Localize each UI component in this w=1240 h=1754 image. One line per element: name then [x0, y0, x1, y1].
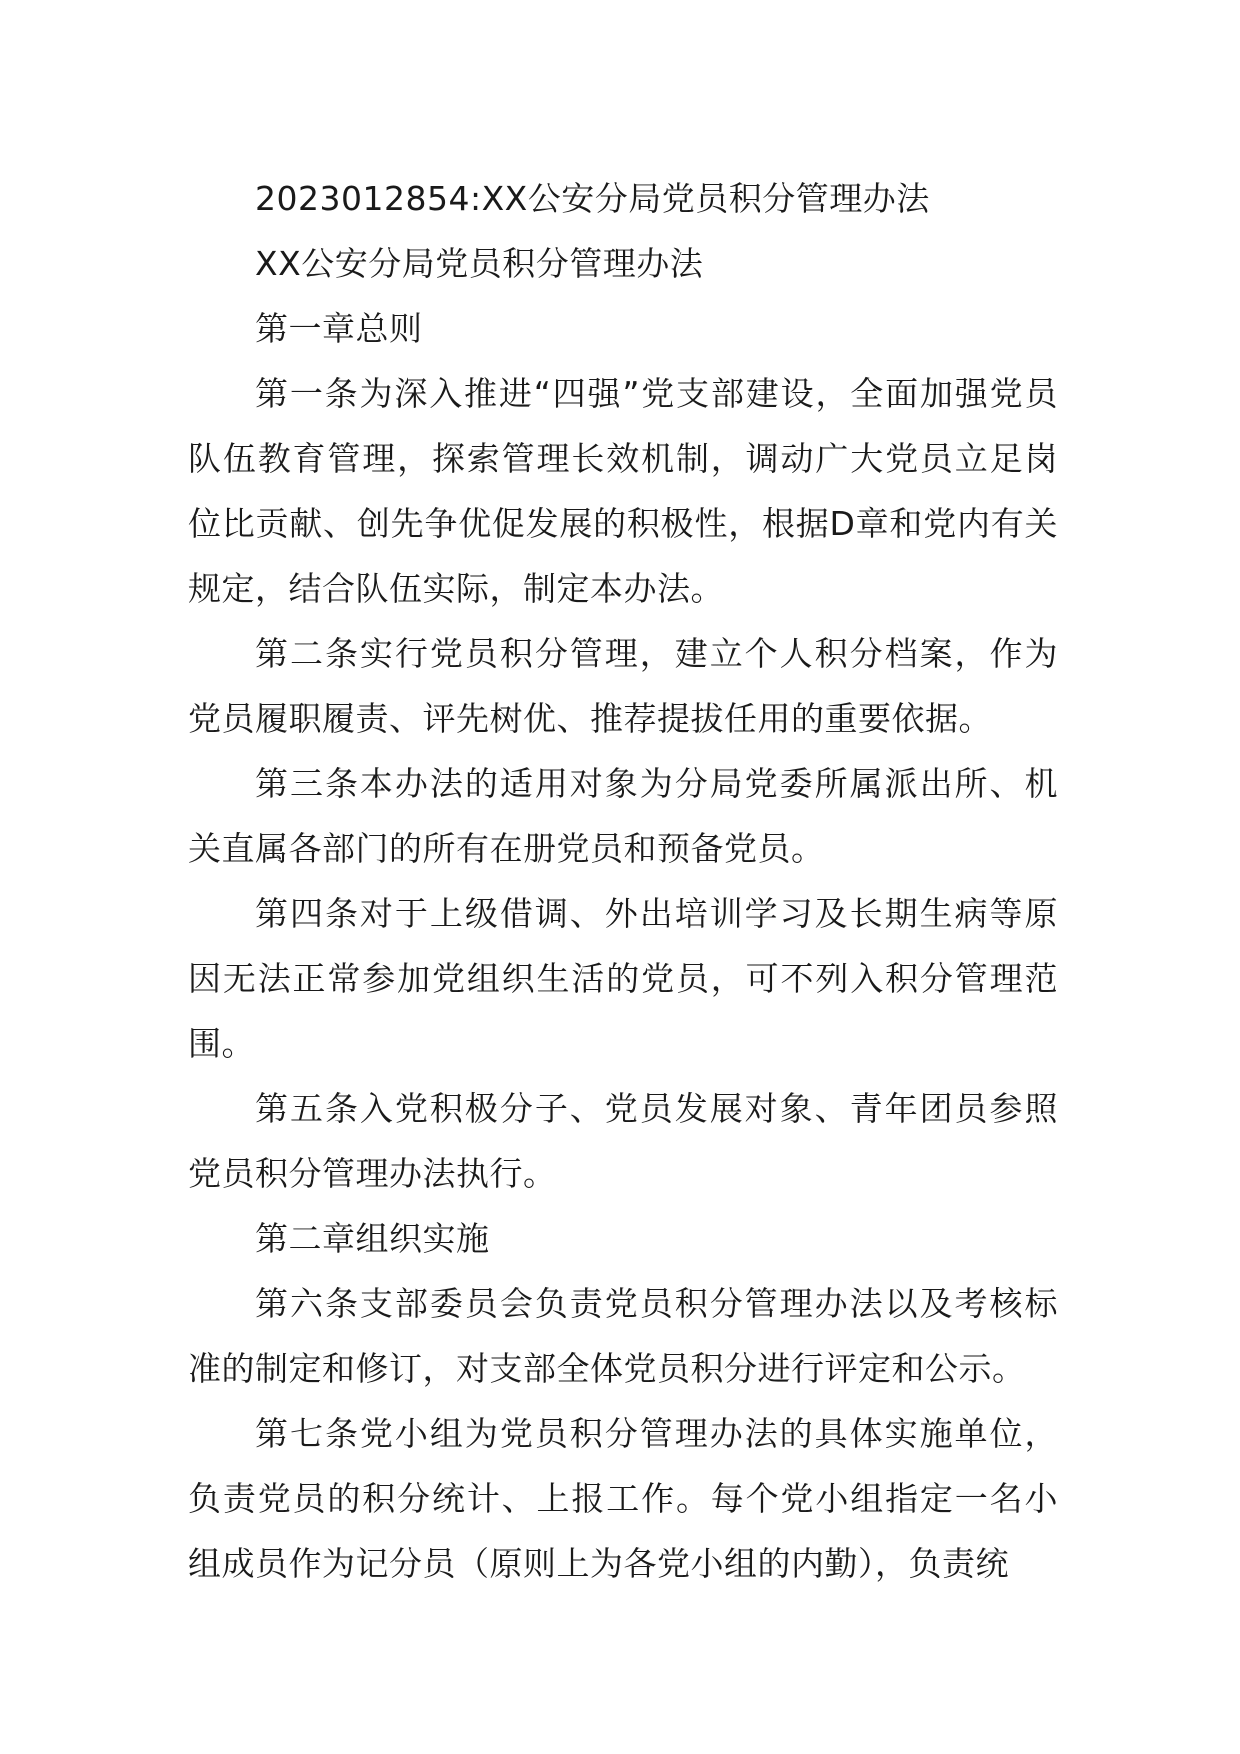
document-body [188, 166, 1058, 1596]
document-file-title: 2023012854:XX公安分局党员积分管理办法 [255, 179, 930, 218]
article-1: 第一条为深入推进“四强”党支部建设，全面加强党员队伍教育管理，探索管理长效机制，调动广大党员立足岗位比贡献、创先争优促发展的积极性，根据D章和党内有关规定，结合队伍实际，制定本办法。 [188, 374, 1058, 608]
article-6: 第六条支部委员会负责党员积分管理办法以及考核标准的制定和修订，对支部全体党员积分进行评定和公示。 [188, 1284, 1058, 1388]
document-title: XX公安分局党员积分管理办法 [255, 244, 704, 283]
article-7: 第七条党小组为党员积分管理办法的具体实施单位，负责党员的积分统计、上报工作。每个党小组指定一名小组成员作为记分员（原则上为各党小组的内勤），负责统 [188, 1414, 1058, 1583]
article-3: 第三条本办法的适用对象为分局党委所属派出所、机关直属各部门的所有在册党员和预备党员。 [188, 764, 1058, 868]
chapter-heading-2: 第二章组织实施 [255, 1219, 490, 1258]
article-2: 第二条实行党员积分管理，建立个人积分档案，作为党员履职履责、评先树优、推荐提拔任用的重要依据。 [188, 634, 1058, 738]
article-4: 第四条对于上级借调、外出培训学习及长期生病等原因无法正常参加党组织生活的党员，可不列入积分管理范围。 [188, 894, 1058, 1063]
article-5: 第五条入党积极分子、党员发展对象、青年团员参照党员积分管理办法执行。 [188, 1089, 1058, 1193]
chapter-heading-1: 第一章总则 [255, 309, 423, 348]
